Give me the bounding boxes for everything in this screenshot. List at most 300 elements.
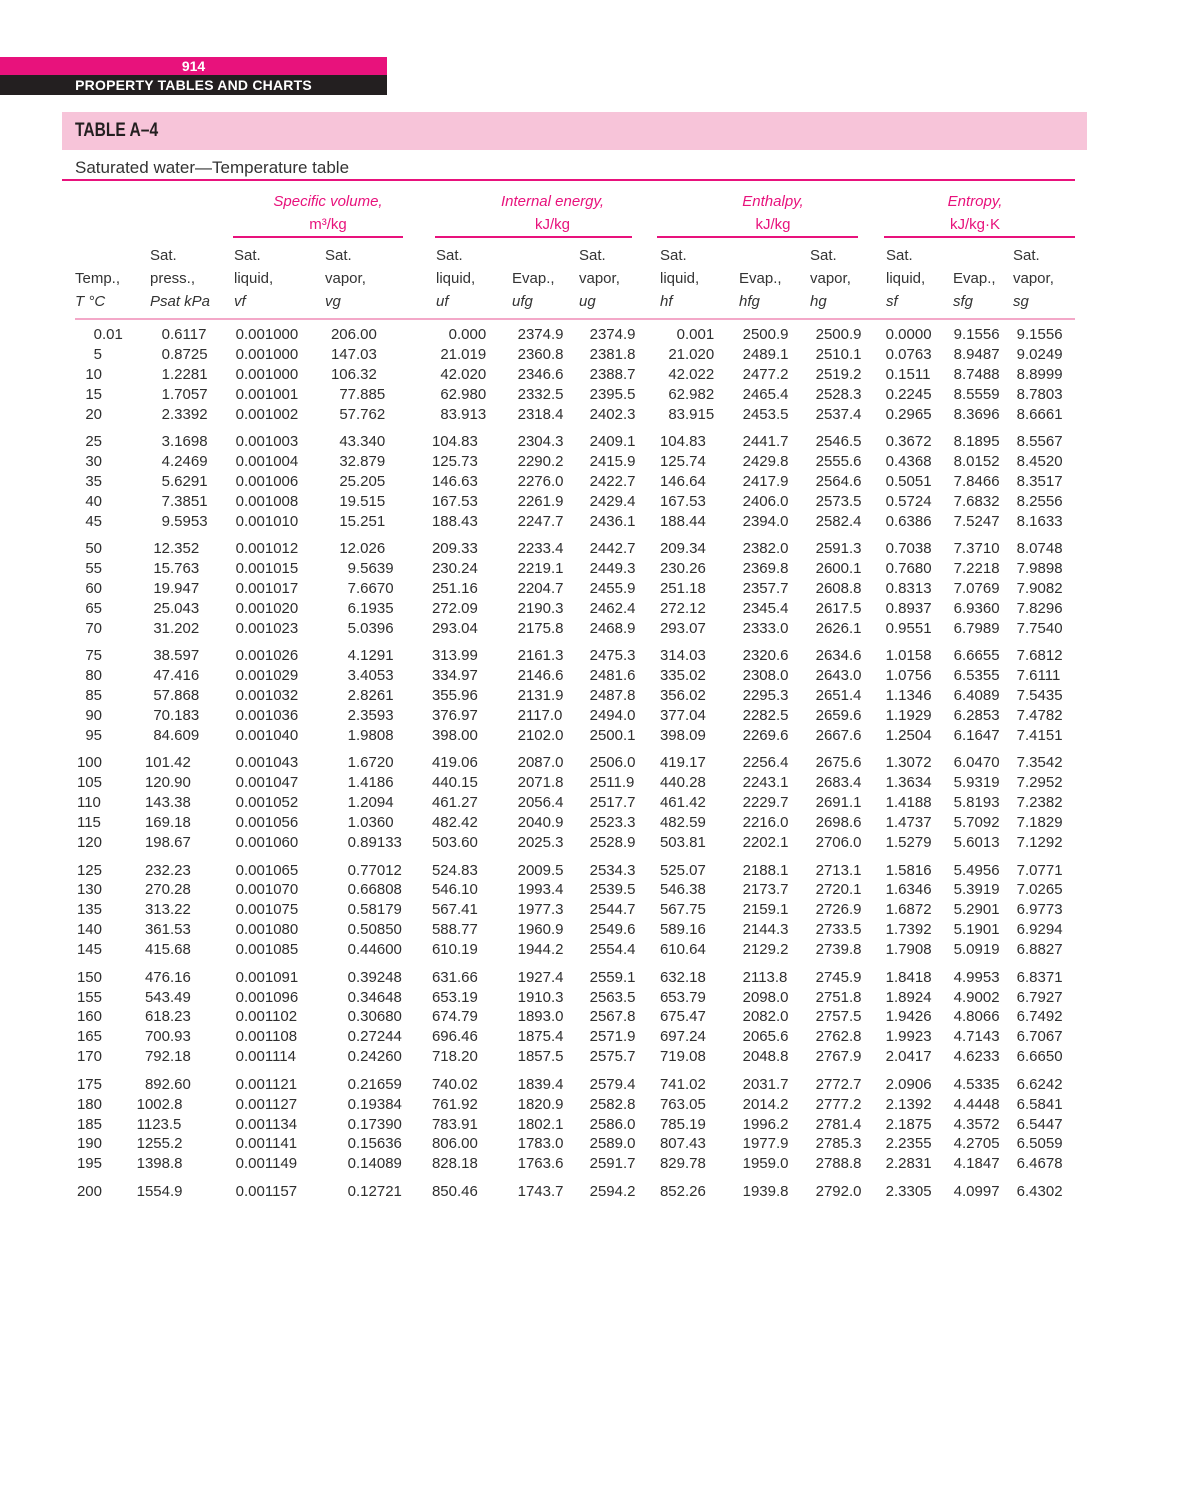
table-cell: 2586.0 xyxy=(589,1115,636,1133)
table-cell: 2276.0 xyxy=(517,472,564,490)
table-cell: 419.17 xyxy=(659,754,706,772)
column-header-line: sf xyxy=(886,293,898,310)
table-cell: 8.1895 xyxy=(953,433,1000,451)
table-cell: 188.43 xyxy=(431,512,478,530)
table-cell: 200 xyxy=(76,1182,102,1200)
table-cell: 7.9898 xyxy=(1016,560,1063,578)
table-cell: 1857.5 xyxy=(517,1048,564,1066)
table-cell: 2617.5 xyxy=(815,599,862,617)
table-cell: 0.001000 xyxy=(235,365,299,383)
column-header-line: Sat. xyxy=(436,247,463,264)
table-cell: 6.9773 xyxy=(1016,901,1063,919)
table-cell: 145 xyxy=(76,941,102,959)
table-cell: 4.2705 xyxy=(953,1135,1000,1153)
table-cell: 5.4956 xyxy=(953,861,1000,879)
table-cell: 2600.1 xyxy=(815,560,862,578)
table-cell: 3.1698 xyxy=(161,433,208,451)
column-header-line: vf xyxy=(234,293,246,310)
table-cell: 2441.7 xyxy=(742,433,789,451)
column-header-line: T °C xyxy=(75,293,106,310)
table-cell: 0.8725 xyxy=(161,345,208,363)
table-cell: 9.1556 xyxy=(1016,326,1063,343)
table-cell: 188.44 xyxy=(659,512,706,530)
table-cell: 7.6111 xyxy=(1016,667,1061,685)
table-cell: 1.7057 xyxy=(161,385,208,403)
table-cell: 2295.3 xyxy=(742,687,789,705)
table-cell: 2129.2 xyxy=(742,941,789,959)
table-cell: 2571.9 xyxy=(589,1028,636,1046)
table-cell: 75 xyxy=(85,647,102,665)
table-cell: 2188.1 xyxy=(742,861,789,879)
table-cell: 0.58179 xyxy=(347,901,402,919)
table-cell: 232.23 xyxy=(144,861,191,879)
table-cell: 0.2245 xyxy=(885,385,932,403)
table-cell: 2683.4 xyxy=(815,774,862,792)
table-cell: 1.5279 xyxy=(885,834,932,851)
column-header-line: vapor, xyxy=(579,270,620,287)
table-cell: 0.17390 xyxy=(347,1115,402,1133)
table-cell: 115 xyxy=(76,814,101,832)
table-cell: 0.12721 xyxy=(347,1182,402,1200)
table-cell: 6.7067 xyxy=(1016,1028,1063,1046)
column-header-line: hfg xyxy=(739,293,760,310)
column-header-line: press., xyxy=(150,270,196,287)
table-cell: 7.4151 xyxy=(1016,726,1063,744)
table-cell: 0.30680 xyxy=(347,1008,402,1026)
table-cell: 440.28 xyxy=(659,774,706,792)
table-cell: 0.7038 xyxy=(885,540,932,558)
table-cell: 2402.3 xyxy=(589,405,636,423)
table-cell: 828.18 xyxy=(431,1155,478,1173)
group-unit: m³/kg xyxy=(309,216,347,233)
table-cell: 0.5051 xyxy=(885,472,932,490)
table-cell: 0.1511 xyxy=(885,365,931,383)
table-cell: 2594.2 xyxy=(589,1182,636,1200)
table-cell: 4.1847 xyxy=(953,1155,1000,1173)
table-cell: 2494.0 xyxy=(589,707,636,724)
table-cell: 2449.3 xyxy=(589,560,636,578)
column-header-line xyxy=(953,244,996,267)
table-cell: 2.8261 xyxy=(347,687,394,705)
table-cell: 0.6117 xyxy=(161,326,207,343)
table-cell: 2539.5 xyxy=(589,881,636,899)
table-cell: 6.9294 xyxy=(1016,921,1063,939)
table-cell: 2519.2 xyxy=(815,365,862,383)
table-cell: 2.3392 xyxy=(161,405,208,423)
table-cell: 2374.9 xyxy=(517,326,564,343)
column-header-line: Sat. xyxy=(810,247,837,264)
table-cell: 0.001114 xyxy=(235,1048,296,1066)
column-header-line: Evap., xyxy=(953,270,996,287)
table-cell: 1.8418 xyxy=(885,968,932,986)
table-cell: 70 xyxy=(85,619,102,637)
table-cell: 0.001060 xyxy=(235,834,299,851)
column-header-line: Psat kPa xyxy=(150,293,211,310)
column-header-line: ufg xyxy=(512,293,533,310)
table-cell: 2651.4 xyxy=(815,687,862,705)
table-cell: 697.24 xyxy=(659,1028,706,1046)
table-cell: 6.4678 xyxy=(1016,1155,1063,1173)
table-cell: 7.3542 xyxy=(1016,754,1063,772)
table-cell: 2559.1 xyxy=(589,968,636,986)
table-cell: 100 xyxy=(76,754,102,772)
table-cell: 2555.6 xyxy=(815,453,862,470)
table-cell: 0.001149 xyxy=(235,1155,298,1173)
table-cell: 482.59 xyxy=(659,814,706,832)
table-cell: 146.63 xyxy=(431,472,478,490)
table-cell: 0.001075 xyxy=(235,901,299,919)
table-cell: 8.2556 xyxy=(1016,492,1063,510)
column-header-line: Sat. xyxy=(579,247,606,264)
table-cell: 84.609 xyxy=(153,726,200,744)
table-cell: 2537.4 xyxy=(815,405,862,423)
table-cell: 8.0748 xyxy=(1016,540,1063,558)
column-header-line: hg xyxy=(810,293,827,310)
table-cell: 1996.2 xyxy=(742,1115,789,1133)
table-cell: 0.001141 xyxy=(235,1135,298,1153)
table-cell: 1.8924 xyxy=(885,988,932,1006)
table-cell: 2117.0 xyxy=(517,707,563,724)
table-cell: 0.50850 xyxy=(347,921,402,939)
table-cell: 2382.0 xyxy=(742,540,789,558)
table-cell: 2544.7 xyxy=(589,901,636,919)
table-cell: 2233.4 xyxy=(517,540,564,558)
table-cell: 77.885 xyxy=(339,385,386,403)
table-cell: 2462.4 xyxy=(589,599,636,617)
table-cell: 21.020 xyxy=(668,345,715,363)
table-cell: 1.9426 xyxy=(885,1008,932,1026)
table-cell: 610.19 xyxy=(431,941,478,959)
table-cell: 2320.6 xyxy=(742,647,789,665)
table-cell: 85 xyxy=(85,687,102,705)
table-cell: 2369.8 xyxy=(742,560,789,578)
table-cell: 0.21659 xyxy=(347,1075,402,1093)
table-cell: 42.020 xyxy=(440,365,487,383)
table-cell: 2031.7 xyxy=(742,1075,789,1093)
table-cell: 792.18 xyxy=(144,1048,191,1066)
table-cell: 6.5355 xyxy=(953,667,1000,685)
table-cell: 0.001134 xyxy=(235,1115,298,1133)
table-cell: 293.04 xyxy=(431,619,478,637)
table-cell: 2455.9 xyxy=(589,580,636,597)
table-cell: 4.5335 xyxy=(953,1075,1000,1093)
table-cell: 0.39248 xyxy=(347,968,402,986)
table-cell: 2788.8 xyxy=(815,1155,862,1173)
table-cell: 0.89133 xyxy=(347,834,402,851)
table-cell: 8.3696 xyxy=(953,405,1000,423)
table-cell: 2014.2 xyxy=(742,1095,789,1113)
table-cell: 2.1392 xyxy=(885,1095,932,1113)
table-cell: 2429.4 xyxy=(589,492,636,510)
table-cell: 2549.6 xyxy=(589,921,636,939)
table-cell: 230.26 xyxy=(659,560,706,578)
table-cell: 25 xyxy=(85,433,102,451)
column-header xyxy=(1013,244,1054,313)
table-cell: 101.42 xyxy=(144,754,191,772)
table-cell: 440.15 xyxy=(431,774,478,792)
table-cell: 57.762 xyxy=(339,405,386,423)
table-cell: 160 xyxy=(76,1008,102,1026)
table-cell: 7.0769 xyxy=(953,580,1000,597)
table-cell: 8.5567 xyxy=(1016,433,1063,451)
table-cell: 2395.5 xyxy=(589,385,636,403)
table-cell: 2173.7 xyxy=(742,881,789,899)
table-cell: 2575.7 xyxy=(589,1048,636,1066)
table-cell: 1.2281 xyxy=(161,365,208,383)
table-cell: 1.3072 xyxy=(885,754,932,772)
table-cell: 0.3672 xyxy=(885,433,932,451)
table-cell: 206.00 xyxy=(330,326,377,343)
table-cell: 1.4737 xyxy=(885,814,932,832)
table-cell: 5.6013 xyxy=(953,834,1000,851)
table-cell: 2481.6 xyxy=(589,667,636,685)
table-cell: 43.340 xyxy=(339,433,386,451)
table-cell: 1783.0 xyxy=(517,1135,564,1153)
table-cell: 2511.9 xyxy=(589,774,635,792)
table-cell: 546.10 xyxy=(431,881,478,899)
table-cell: 7.6670 xyxy=(347,580,394,597)
table-cell: 15 xyxy=(85,385,102,403)
table-cell: 140 xyxy=(76,921,102,939)
table-cell: 125.74 xyxy=(659,453,706,470)
table-cell: 0.66808 xyxy=(347,881,402,899)
table-cell: 2510.1 xyxy=(815,345,862,363)
table-cell: 130 xyxy=(76,881,102,899)
table-cell: 2144.3 xyxy=(742,921,789,939)
table-cell: 7.8296 xyxy=(1016,599,1063,617)
table-cell: 7.5247 xyxy=(953,512,1000,530)
table-cell: 2465.4 xyxy=(742,385,789,403)
group-unit: kJ/kg xyxy=(755,216,791,233)
table-cell: 807.43 xyxy=(659,1135,706,1153)
table-cell: 761.92 xyxy=(431,1095,478,1113)
table-cell: 25.043 xyxy=(153,599,200,617)
table-cell: 0.001012 xyxy=(235,540,299,558)
table-cell: 6.8371 xyxy=(1016,968,1063,986)
table-cell: 9.5639 xyxy=(347,560,394,578)
table-cell: 2098.0 xyxy=(742,988,789,1006)
table-cell: 2591.3 xyxy=(815,540,862,558)
table-cell: 15.763 xyxy=(153,560,200,578)
table-cell: 272.09 xyxy=(431,599,478,617)
group-rule xyxy=(884,236,1075,238)
table-cell: 763.05 xyxy=(659,1095,706,1113)
table-cell: 2146.6 xyxy=(517,667,564,685)
table-cell: 209.34 xyxy=(659,540,706,558)
table-cell: 7.2952 xyxy=(1016,774,1063,792)
table-label: TABLE A–4 xyxy=(75,120,159,141)
table-cell: 2308.0 xyxy=(742,667,789,685)
table-cell: 4.0997 xyxy=(953,1182,1000,1200)
table-cell: 7.4782 xyxy=(1016,707,1063,724)
table-cell: 0.001096 xyxy=(235,988,299,1006)
table-cell: 1802.1 xyxy=(517,1115,564,1133)
table-cell: 2204.7 xyxy=(517,580,564,597)
table-cell: 0.001029 xyxy=(235,667,299,685)
table-cell: 2282.5 xyxy=(742,707,789,724)
table-cell: 2489.1 xyxy=(742,345,789,363)
table-cell: 8.1633 xyxy=(1016,512,1063,530)
table-cell: 7.5435 xyxy=(1016,687,1063,705)
column-header-line: liquid, xyxy=(660,270,700,287)
page-number: 914 xyxy=(0,57,387,75)
table-cell: 5.0396 xyxy=(347,619,394,637)
table-cell: 2.3305 xyxy=(885,1182,932,1200)
table-cell: 2785.3 xyxy=(815,1135,862,1153)
table-cell: 0.001008 xyxy=(235,492,299,510)
table-cell: 42.022 xyxy=(668,365,715,383)
table-cell: 850.46 xyxy=(431,1182,478,1200)
table-cell: 546.38 xyxy=(659,881,706,899)
table-cell: 90 xyxy=(85,707,102,724)
table-cell: 2.2355 xyxy=(885,1135,932,1153)
table-cell: 251.16 xyxy=(431,580,478,597)
table-cell: 2442.7 xyxy=(589,540,636,558)
column-header-line: vapor, xyxy=(1013,270,1054,287)
table-cell: 2374.9 xyxy=(589,326,636,343)
table-cell: 2256.4 xyxy=(742,754,789,772)
table-cell: 0.001010 xyxy=(235,512,299,530)
table-cell: 313.22 xyxy=(144,901,191,919)
section-title: PROPERTY TABLES AND CHARTS xyxy=(0,75,387,95)
table-cell: 2500.9 xyxy=(742,326,789,343)
table-cell: 0.001006 xyxy=(235,472,299,490)
table-cell: 2159.1 xyxy=(742,901,789,919)
table-cell: 0.001043 xyxy=(235,754,299,772)
table-cell: 829.78 xyxy=(659,1155,706,1173)
column-header-line: vg xyxy=(325,293,341,310)
group-title: Enthalpy, xyxy=(742,193,804,210)
table-cell: 55 xyxy=(85,560,102,578)
table-cell: 1875.4 xyxy=(517,1028,564,1046)
table-cell: 1959.0 xyxy=(742,1155,789,1173)
table-cell: 2056.4 xyxy=(517,794,564,812)
table-cell: 0.001052 xyxy=(235,794,299,812)
column-header xyxy=(150,244,210,313)
table-subtitle: Saturated water—Temperature table xyxy=(75,158,350,177)
table-cell: 0.001004 xyxy=(235,453,299,470)
table-cell: 62.980 xyxy=(440,385,487,403)
table-cell: 5.0919 xyxy=(953,941,1000,959)
table-cell: 167.53 xyxy=(659,492,706,510)
table-cell: 2659.6 xyxy=(815,707,862,724)
table-cell: 674.79 xyxy=(431,1008,478,1026)
table-cell: 7.0265 xyxy=(1016,881,1063,899)
column-header xyxy=(579,244,620,313)
table-cell: 2523.3 xyxy=(589,814,636,832)
table-cell: 0.001047 xyxy=(235,774,299,792)
table-cell: 1993.4 xyxy=(517,881,564,899)
table-cell: 1.9808 xyxy=(347,726,394,744)
table-cell: 21.019 xyxy=(440,345,487,363)
table-cell: 5.3919 xyxy=(953,881,1000,899)
table-cell: 5.1901 xyxy=(953,921,1000,939)
table-cell: 165 xyxy=(76,1028,102,1046)
group-header-entropy xyxy=(884,190,1066,236)
table-title-bar xyxy=(62,112,1087,150)
table-cell: 170 xyxy=(76,1048,102,1066)
table-cell: 2388.7 xyxy=(589,365,636,383)
table-cell: 31.202 xyxy=(153,619,200,637)
table-cell: 9.1556 xyxy=(953,326,1000,343)
table-cell: 2487.8 xyxy=(589,687,636,705)
table-cell: 1893.0 xyxy=(517,1008,564,1026)
table-cell: 1123.5 xyxy=(136,1115,182,1133)
table-cell: 0.001036 xyxy=(235,707,299,724)
table-cell: 7.2382 xyxy=(1016,794,1063,812)
table-cell: 503.60 xyxy=(431,834,478,851)
header-rule xyxy=(75,318,1075,320)
subtitle-rule xyxy=(62,179,1075,181)
column-header-line: Sat. xyxy=(660,247,687,264)
table-cell: 2261.9 xyxy=(517,492,564,510)
table-cell: 2429.8 xyxy=(742,453,789,470)
table-cell: 2269.6 xyxy=(742,726,789,744)
table-cell: 60 xyxy=(85,580,102,597)
column-header-line xyxy=(739,244,782,267)
column-header-line: Sat. xyxy=(234,247,261,264)
table-cell: 6.0470 xyxy=(953,754,1000,772)
table-cell: 1.0360 xyxy=(347,814,394,832)
table-cell: 785.19 xyxy=(659,1115,706,1133)
table-cell: 1.1346 xyxy=(885,687,932,705)
table-cell: 5.8193 xyxy=(953,794,1000,812)
table-cell: 398.00 xyxy=(431,726,478,744)
table-cell: 1.5816 xyxy=(885,861,932,879)
table-cell: 1977.9 xyxy=(742,1135,789,1153)
table-cell: 2468.9 xyxy=(589,619,636,637)
table-cell: 6.6242 xyxy=(1016,1075,1063,1093)
column-header-line: Sat. xyxy=(325,247,352,264)
table-cell: 852.26 xyxy=(659,1182,706,1200)
table-cell: 700.93 xyxy=(144,1028,191,1046)
group-header-internal-energy xyxy=(435,190,670,236)
group-header-specific-volume xyxy=(233,190,423,236)
table-cell: 2762.8 xyxy=(815,1028,862,1046)
table-cell: 6.5447 xyxy=(1016,1115,1063,1133)
table-cell: 167.53 xyxy=(431,492,478,510)
table-cell: 2564.6 xyxy=(815,472,862,490)
table-cell: 2726.9 xyxy=(815,901,862,919)
table-cell: 19.515 xyxy=(339,492,386,510)
table-cell: 80 xyxy=(85,667,102,685)
table-cell: 0.14089 xyxy=(347,1155,402,1173)
table-cell: 38.597 xyxy=(153,647,200,665)
table-cell: 1743.7 xyxy=(517,1182,564,1200)
table-cell: 718.20 xyxy=(431,1048,478,1066)
table-cell: 356.02 xyxy=(659,687,706,705)
table-cell: 5 xyxy=(93,345,102,363)
column-header-line: Evap., xyxy=(512,270,555,287)
table-cell: 4.9953 xyxy=(953,968,1000,986)
table-cell: 0.2965 xyxy=(885,405,932,423)
table-cell: 1927.4 xyxy=(517,968,564,986)
table-cell: 1763.6 xyxy=(517,1155,564,1173)
table-cell: 2415.9 xyxy=(589,453,636,470)
column-header-line: hf xyxy=(660,293,673,310)
table-cell: 2436.1 xyxy=(589,512,636,530)
table-cell: 0.001015 xyxy=(235,560,299,578)
table-cell: 12.352 xyxy=(153,540,200,558)
column-header xyxy=(512,244,555,313)
table-cell: 524.83 xyxy=(431,861,478,879)
table-cell: 1944.2 xyxy=(517,941,564,959)
table-cell: 1.2504 xyxy=(885,726,932,744)
table-cell: 2777.2 xyxy=(815,1095,862,1113)
table-cell: 0.0763 xyxy=(885,345,932,363)
table-cell: 272.12 xyxy=(659,599,706,617)
table-cell: 25.205 xyxy=(339,472,386,490)
